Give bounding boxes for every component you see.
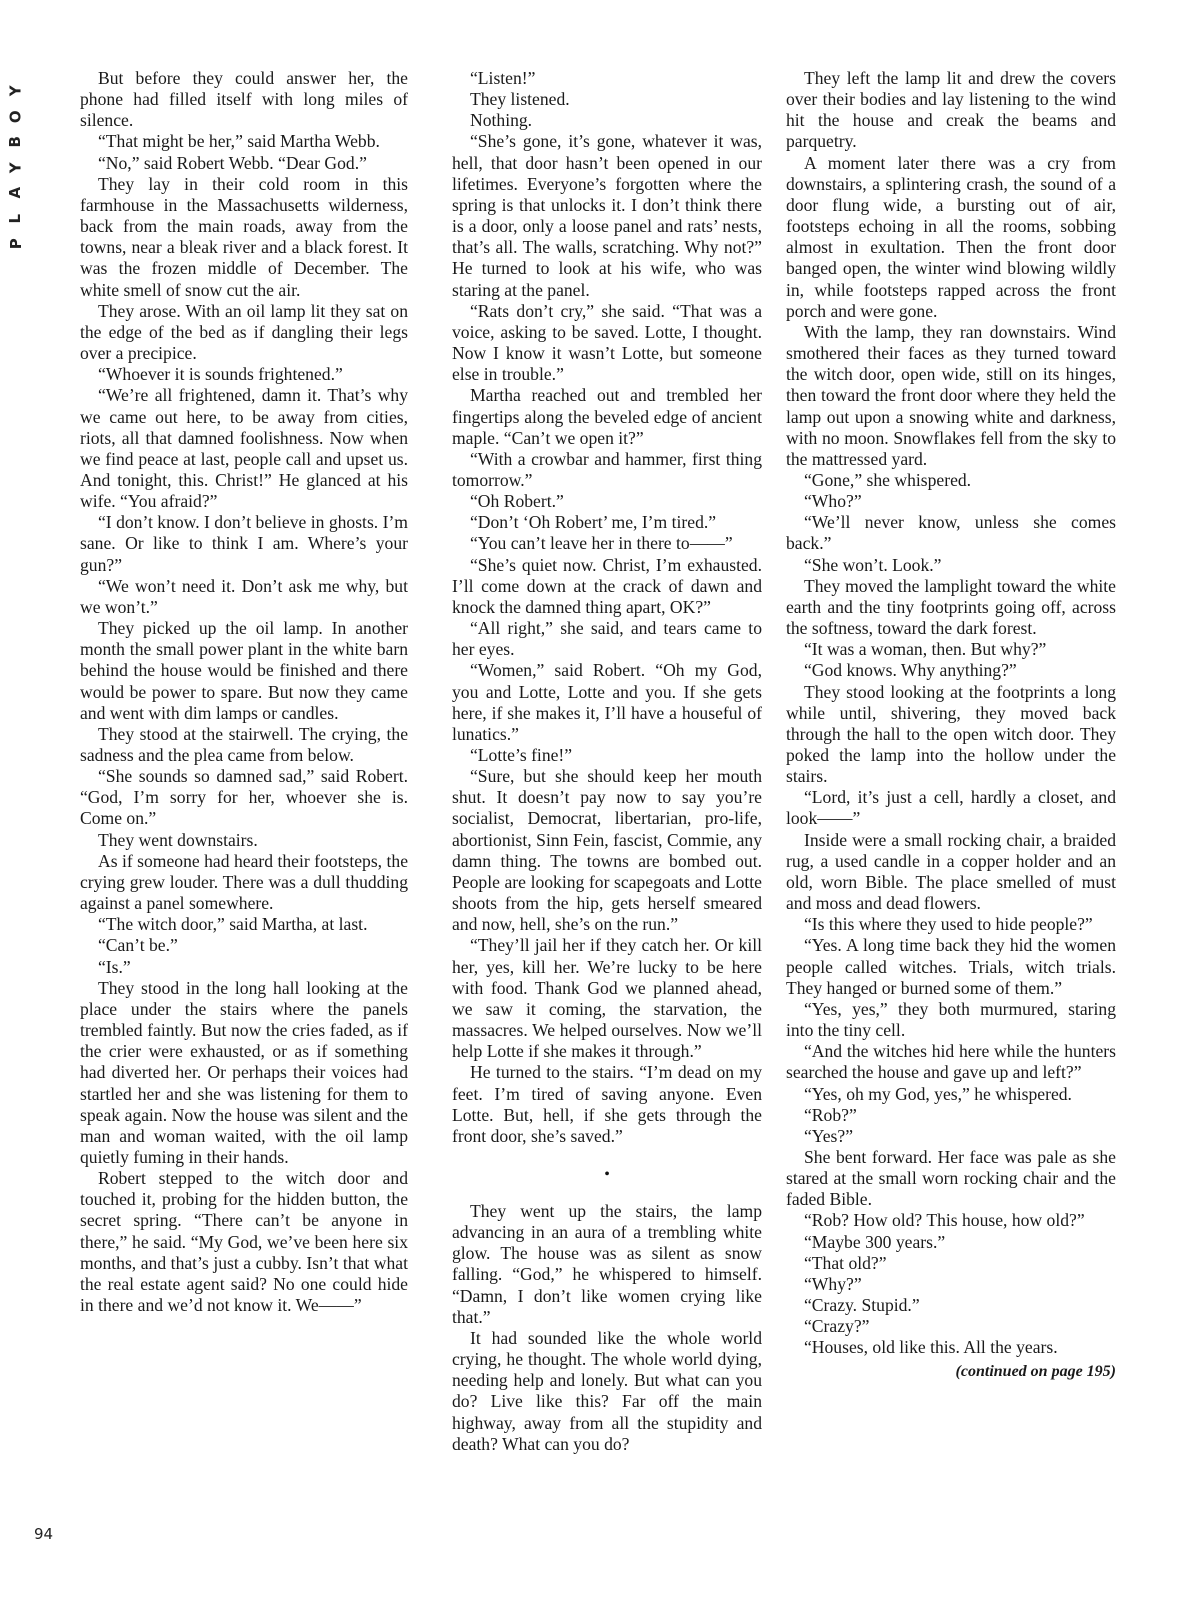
- paragraph: “Listen!”: [470, 68, 536, 88]
- paragraph: “Gone,” she whispered.: [804, 469, 972, 490]
- paragraph: They stood in the long hall looking at the place under the stairs where the panels trembled faintly. But now the cries faded, as if the crier were exhausted, or as if something had diverted her. Or perhaps their voices had startled her and she was listening for them to speak again. Now the house was silent and the man and woman waited, with the oil lamp quietly fuming in their hands.: [80, 977, 408, 1167]
- paragraph: “Who?”: [804, 491, 862, 512]
- paragraph: “Maybe 300 years.”: [804, 1231, 946, 1252]
- paragraph: “She sounds so damned sad,” said Robert. “God, I’m sorry for her, whoever she is. Come on.”: [80, 766, 408, 829]
- paragraph: “That old?”: [804, 1252, 887, 1273]
- masthead-letter: L: [6, 213, 25, 224]
- paragraph: “Lord, it’s just a cell, hardly a closet, and look——”: [786, 787, 1116, 829]
- paragraph: Robert stepped to the witch door and touched it, probing for the hidden button, the secret spring. “There can’t be anyone in there,” he said. “My God, we’ve been here six months, and that’s just a cubby. Isn’t that what the real estate agent said? No one could hide in there and we’d not know it. We——”: [80, 1168, 408, 1316]
- paragraph: “She’s gone, it’s gone, whatever it was, hell, that door hasn’t been opened in our lifetimes. Everyone’s forgotten where the spring is that unlocks it. I don’t think there is a door, only a loose panel and rats’ nests, that’s all. The walls, scratching. Why not?” He turned to look at his wife, who was staring at the panel.: [452, 131, 762, 300]
- paragraph: She bent forward. Her face was pale as she stared at the small worn rocking chair and the faded Bible.: [786, 1146, 1116, 1210]
- paragraph: “And the witches hid here while the hunters searched the house and gave up and left?”: [786, 1041, 1116, 1083]
- paragraph: “Yes, yes,” they both murmured, staring into the tiny cell.: [786, 998, 1116, 1041]
- masthead-letter: A: [6, 186, 25, 199]
- paragraph: “Crazy?”: [804, 1316, 870, 1337]
- paragraph: “You can’t leave her in there to——”: [470, 533, 733, 554]
- paragraph: “Whoever it is sounds frightened.”: [98, 364, 343, 385]
- paragraph: “They’ll jail her if they catch her. Or kill her, yes, kill her. We’re lucky to be here with food. Thank God we planned ahead, we saw it coming, the starvation, the massacres. We helped ourselves. Now we’ll help Lotte if she makes it through.”: [452, 935, 762, 1062]
- text-column-3: [786, 68, 1116, 1382]
- paragraph: “No,” said Robert Webb. “Dear God.”: [98, 152, 367, 173]
- continued-on-page-note: (continued on page 195): [955, 1362, 1116, 1380]
- paragraph: “Is this where they used to hide people?”: [804, 914, 1093, 935]
- magazine-masthead: [4, 78, 28, 257]
- paragraph: “We’ll never know, unless she comes back.”: [786, 512, 1116, 554]
- paragraph: “Yes?”: [804, 1125, 854, 1146]
- section-break-bullet: •: [604, 1165, 610, 1183]
- text-column-2: [452, 68, 762, 1455]
- paragraph: “She won’t. Look.”: [804, 554, 942, 575]
- paragraph: “We won’t need it. Don’t ask me why, but we won’t.”: [80, 575, 408, 617]
- paragraph: “Is.”: [98, 956, 131, 977]
- paragraph: “Women,” said Robert. “Oh my God, you and Lotte, Lotte and you. If she gets here, if she makes it, I’ll have a houseful of lunatics.”: [452, 660, 762, 744]
- text-column-1: [80, 68, 408, 1316]
- paragraph: “Yes, oh my God, yes,” he whispered.: [804, 1083, 1072, 1104]
- paragraph: “Can’t be.”: [98, 935, 178, 956]
- paragraph: They went up the stairs, the lamp advancing in an aura of a trembling white glow. The house was as silent as snow falling. “God,” he whispered to himself. “Damn, I don’t like women crying like that.”: [452, 1200, 762, 1327]
- paragraph: They left the lamp lit and drew the covers over their bodies and lay listening to the wind hit the house and creak the beams and parquetry.: [786, 68, 1116, 152]
- paragraph: Martha reached out and trembled her fingertips along the beveled edge of ancient maple. “Can’t we open it?”: [452, 385, 762, 448]
- paragraph: They listened.: [470, 89, 570, 110]
- paragraph: But before they could answer her, the phone had filled itself with long miles of silence.: [80, 68, 408, 131]
- paragraph: “With a crowbar and hammer, first thing tomorrow.”: [452, 448, 762, 490]
- masthead-letter: B: [6, 136, 25, 148]
- paragraph: They moved the lamplight toward the white earth and the tiny footprints going off, across the softness, toward the dark forest.: [786, 575, 1116, 639]
- paragraph: “That might be her,” said Martha Webb.: [98, 131, 380, 152]
- paragraph: “Why?”: [804, 1273, 862, 1294]
- paragraph: Nothing.: [470, 110, 533, 131]
- paragraph: They arose. With an oil lamp lit they sat on the edge of the bed as if dangling their legs over a precipice.: [80, 300, 408, 364]
- masthead-letter: O: [6, 109, 25, 123]
- paragraph: “Crazy. Stupid.”: [804, 1295, 920, 1316]
- paragraph: “It was a woman, then. But why?”: [804, 639, 1047, 660]
- paragraph: They lay in their cold room in this farmhouse in the Massachusetts wilderness, back from the main roads, away from the towns, near a bleak river and a black forest. It was the frozen middle of December. The white smell of snow cut the air.: [80, 173, 408, 300]
- paragraph: “I don’t know. I don’t believe in ghosts. I’m sane. Or like to think I am. Where’s your gun?”: [80, 512, 408, 575]
- paragraph: “Rob?”: [804, 1104, 857, 1125]
- paragraph: “Houses, old like this. All the years.: [804, 1337, 1058, 1358]
- paragraph: “God knows. Why anything?”: [804, 660, 1017, 681]
- paragraph: They stood at the stairwell. The crying, the sadness and the plea came from below.: [80, 723, 408, 765]
- paragraph: They picked up the oil lamp. In another month the small power plant in the white barn behind the house would be finished and there would be power to spare. But now they came and went with dim lamps or candles.: [80, 618, 408, 723]
- paragraph: “Yes. A long time back they hid the women people called witches. Trials, witch trials. They hanged or burned some of them.”: [786, 935, 1116, 998]
- paragraph: “Lotte’s fine!”: [470, 745, 573, 765]
- paragraph: “The witch door,” said Martha, at last.: [98, 914, 368, 935]
- paragraph: With the lamp, they ran downstairs. Wind smothered their faces as they turned toward the witch door, open wide, still on its hinges, then toward the front door where they held the lamp out upon a snowing white and darkness, with no moon. Snowflakes fell from the sky to the mattressed yard.: [786, 321, 1116, 469]
- page-number: 94: [34, 1525, 54, 1543]
- paragraph: “Rob? How old? This house, how old?”: [804, 1210, 1085, 1231]
- paragraph: “Oh Robert.”: [470, 491, 564, 512]
- paragraph: “Don’t ‘Oh Robert’ me, I’m tired.”: [470, 512, 717, 533]
- paragraph: Inside were a small rocking chair, a braided rug, a used candle in a copper holder and an old, worn Bible. The place smelled of must and moss and dead flowers.: [786, 829, 1116, 914]
- paragraph: As if someone had heard their footsteps, the crying grew louder. There was a dull thudding against a panel somewhere.: [80, 850, 408, 914]
- paragraph: They went downstairs.: [98, 829, 258, 850]
- masthead-letter: Y: [6, 161, 25, 173]
- masthead-letter: P: [6, 238, 25, 250]
- paragraph: “Sure, but she should keep her mouth shut. It doesn’t pay now to say you’re socialist, Democrat, libertarian, pro-life, abortionist, Sinn Fein, fascist, Commie, any damn thing. The towns are bombed out. People are looking for scapegoats and Lotte shoots from the hip, gets herself smeared and now, hell, she’s on the run.”: [452, 766, 762, 935]
- paragraph: It had sounded like the whole world crying, he thought. The whole world dying, needing help and lonely. But what can you do? Live like this? Far off the main highway, away from all the stupidity and death? What can you do?: [452, 1327, 762, 1454]
- paragraph: “All right,” she said, and tears came to her eyes.: [452, 618, 762, 660]
- paragraph: “She’s quiet now. Christ, I’m exhausted. I’ll come down at the crack of dawn and knock the damned thing apart, OK?”: [452, 554, 762, 617]
- masthead-letter: Y: [6, 85, 25, 97]
- paragraph: “We’re all frightened, damn it. That’s why we came out here, to be away from cities, riots, all that damned foolishness. Now when we find peace at last, people call and upset us. And tonight, this. Christ!” He glanced at his wife. “You afraid?”: [80, 385, 408, 512]
- paragraph: He turned to the stairs. “I’m dead on my feet. I’m tired of saving anyone. Even Lotte. But, hell, if she gets through the front door, she’s saved.”: [452, 1062, 762, 1146]
- paragraph: A moment later there was a cry from downstairs, a splintering crash, the sound of a door flung wide, a bursting out of air, footsteps echoing in all the rooms, sobbing almost in exultation. Then the front door banged open, the winter wind blowing wildly in, while footsteps rapped across the front porch and were gone.: [786, 152, 1116, 321]
- paragraph: They stood looking at the footprints a long while until, shivering, they moved back through the hall to the open witch door. They poked the lamp into the hollow under the stairs.: [786, 681, 1116, 787]
- paragraph: “Rats don’t cry,” she said. “That was a voice, asking to be saved. Lotte, I thought. Now I know it wasn’t Lotte, but someone else in trouble.”: [452, 300, 762, 385]
